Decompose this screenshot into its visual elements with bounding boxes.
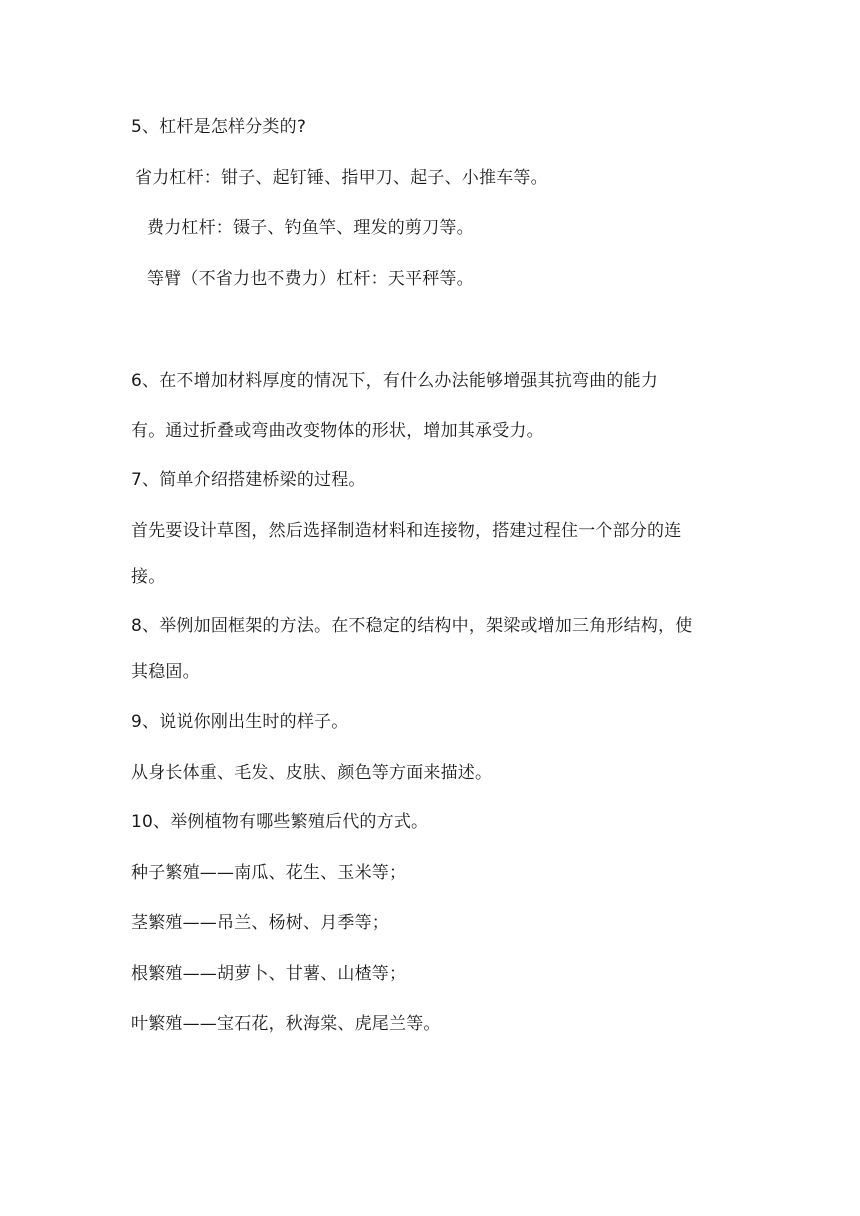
answer-10-leaf: 叶繁殖——宝石花，秋海棠、虎尾兰等。 (131, 1014, 441, 1034)
question-7-heading: 7、简单介绍搭建桥梁的过程。 (131, 470, 366, 490)
answer-10-seed: 种子繁殖——南瓜、花生、玉米等； (131, 863, 407, 883)
question-5-heading: 5、杠杆是怎样分类的? (131, 117, 307, 137)
answer-10-stem: 茎繁殖——吊兰、杨树、月季等； (131, 913, 389, 933)
answer-6: 有。通过折叠或弯曲改变物体的形状，增加其承受力。 (131, 421, 544, 441)
question-6-heading: 6、在不增加材料厚度的情况下，有什么办法能够增强其抗弯曲的能力 (131, 371, 659, 391)
answer-5-equal-arm-lever: 等臂（不省力也不费力）杠杆：天平秤等。 (147, 269, 474, 289)
question-8-line-2: 其稳固。 (131, 662, 200, 682)
question-8-line-1: 8、举例加固框架的方法。在不稳定的结构中，架梁或增加三角形结构，使 (131, 616, 693, 636)
question-9-heading: 9、说说你刚出生时的样子。 (131, 712, 349, 732)
answer-7-line-1: 首先要设计草图，然后选择制造材料和连接物，搭建过程住一个部分的连 (131, 521, 682, 541)
answer-5-labor-saving-lever: 省力杠杆：钳子、起钉锤、指甲刀、起子、小推车等。 (135, 168, 548, 188)
answer-9: 从身长体重、毛发、皮肤、颜色等方面来描述。 (131, 763, 493, 783)
answer-5-effort-lever: 费力杠杆：镊子、钓鱼竿、理发的剪刀等。 (147, 218, 474, 238)
answer-10-root: 根繁殖——胡萝卜、甘薯、山楂等； (131, 964, 407, 984)
answer-7-line-2: 接。 (131, 567, 166, 587)
question-10-heading: 10、举例植物有哪些繁殖后代的方式。 (131, 812, 429, 832)
